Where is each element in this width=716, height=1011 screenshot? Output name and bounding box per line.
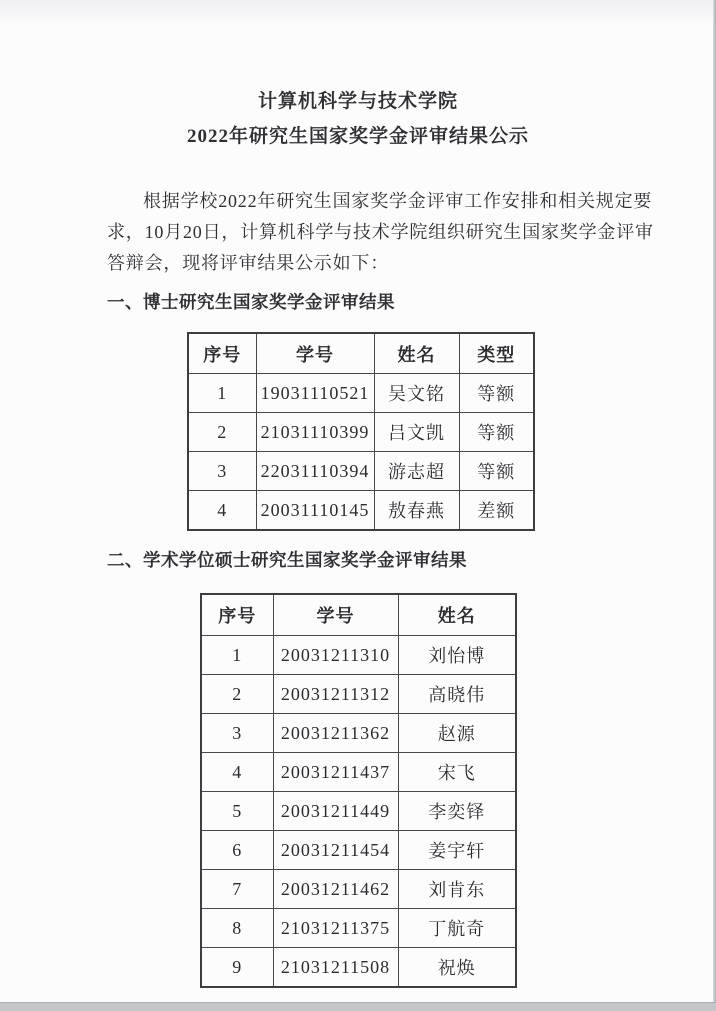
- table-cell: 姜宇轩: [398, 831, 516, 870]
- table-row: [201, 714, 516, 753]
- table-row: [201, 831, 516, 870]
- table-row: [201, 909, 516, 948]
- table-row: [201, 753, 516, 792]
- table-cell: 3: [188, 452, 256, 491]
- table-cell: 祝焕: [398, 948, 516, 988]
- table-cell: 吴文铭: [374, 374, 459, 413]
- table-cell: 赵源: [398, 714, 516, 753]
- table-cell: 敖春燕: [374, 491, 459, 531]
- table-cell: 22031110394: [256, 452, 374, 491]
- table-cell: 等额: [459, 374, 534, 413]
- table-cell: 8: [201, 909, 273, 948]
- table-row: [188, 374, 534, 413]
- table-row: [201, 636, 516, 675]
- table-cell: 刘怡博: [398, 636, 516, 675]
- table-cell: 20031211312: [273, 675, 398, 714]
- table-cell: 20031211437: [273, 753, 398, 792]
- table-row: [188, 452, 534, 491]
- document-title-line1: 计算机科学与技术学院: [257, 91, 458, 112]
- table-row: [188, 491, 534, 531]
- table-cell: 李奕铎: [398, 792, 516, 831]
- column-header: 姓名: [398, 594, 516, 636]
- paragraph-line: 答辩会，现将评审结果公示如下：: [107, 253, 389, 273]
- table-cell: 20031211449: [273, 792, 398, 831]
- table-cell: 20031211310: [273, 636, 398, 675]
- table-row: [201, 870, 516, 909]
- table-cell: 宋飞: [398, 753, 516, 792]
- intro-paragraph: [107, 186, 654, 279]
- paragraph-line: 根据学校2022年研究生国家奖学金评审工作安排和相关规定要: [143, 191, 653, 211]
- masters-results-table: [200, 593, 517, 988]
- table-cell: 20031211362: [273, 714, 398, 753]
- table-cell: 游志超: [374, 452, 459, 491]
- table-row: [201, 675, 516, 714]
- table-cell: 等额: [459, 413, 534, 452]
- table-cell: 丁航奇: [398, 909, 516, 948]
- document-title-line2: 2022年研究生国家奖学金评审结果公示: [186, 126, 529, 147]
- table-cell: 刘肯东: [398, 870, 516, 909]
- table-header-row: [188, 333, 534, 374]
- paragraph-line: 求，10月20日，计算机科学与技术学院组织研究生国家奖学金评审: [107, 222, 654, 242]
- table-cell: 21031110399: [256, 413, 374, 452]
- table-cell: 9: [201, 948, 273, 988]
- section1-heading: 一、博士研究生国家奖学金评审结果: [107, 292, 395, 312]
- table-cell: 4: [201, 753, 273, 792]
- table-cell: 差额: [459, 491, 534, 531]
- column-header: 类型: [459, 333, 534, 374]
- table-cell: 5: [201, 792, 273, 831]
- table-cell: 20031110145: [256, 491, 374, 531]
- table-cell: 21031211508: [273, 948, 398, 988]
- column-header: 学号: [273, 594, 398, 636]
- table-cell: 21031211375: [273, 909, 398, 948]
- table-cell: 20031211462: [273, 870, 398, 909]
- table-cell: 2: [188, 413, 256, 452]
- table-row: [201, 948, 516, 988]
- table-cell: 7: [201, 870, 273, 909]
- table-cell: 4: [188, 491, 256, 531]
- table-cell: 1: [201, 636, 273, 675]
- scan-edge-bottom: [0, 1002, 716, 1011]
- table-cell: 20031211454: [273, 831, 398, 870]
- table-cell: 2: [201, 675, 273, 714]
- table-row: [188, 413, 534, 452]
- table-cell: 等额: [459, 452, 534, 491]
- column-header: 序号: [201, 594, 273, 636]
- column-header: 序号: [188, 333, 256, 374]
- table-cell: 19031110521: [256, 374, 374, 413]
- section2-heading: 二、学术学位硕士研究生国家奖学金评审结果: [107, 550, 467, 570]
- column-header: 姓名: [374, 333, 459, 374]
- table-header-row: [201, 594, 516, 636]
- table-cell: 高晓伟: [398, 675, 516, 714]
- table-cell: 6: [201, 831, 273, 870]
- table-cell: 3: [201, 714, 273, 753]
- column-header: 学号: [256, 333, 374, 374]
- table-cell: 吕文凯: [374, 413, 459, 452]
- table-row: [201, 792, 516, 831]
- table-cell: 1: [188, 374, 256, 413]
- doctoral-results-table: [187, 332, 535, 531]
